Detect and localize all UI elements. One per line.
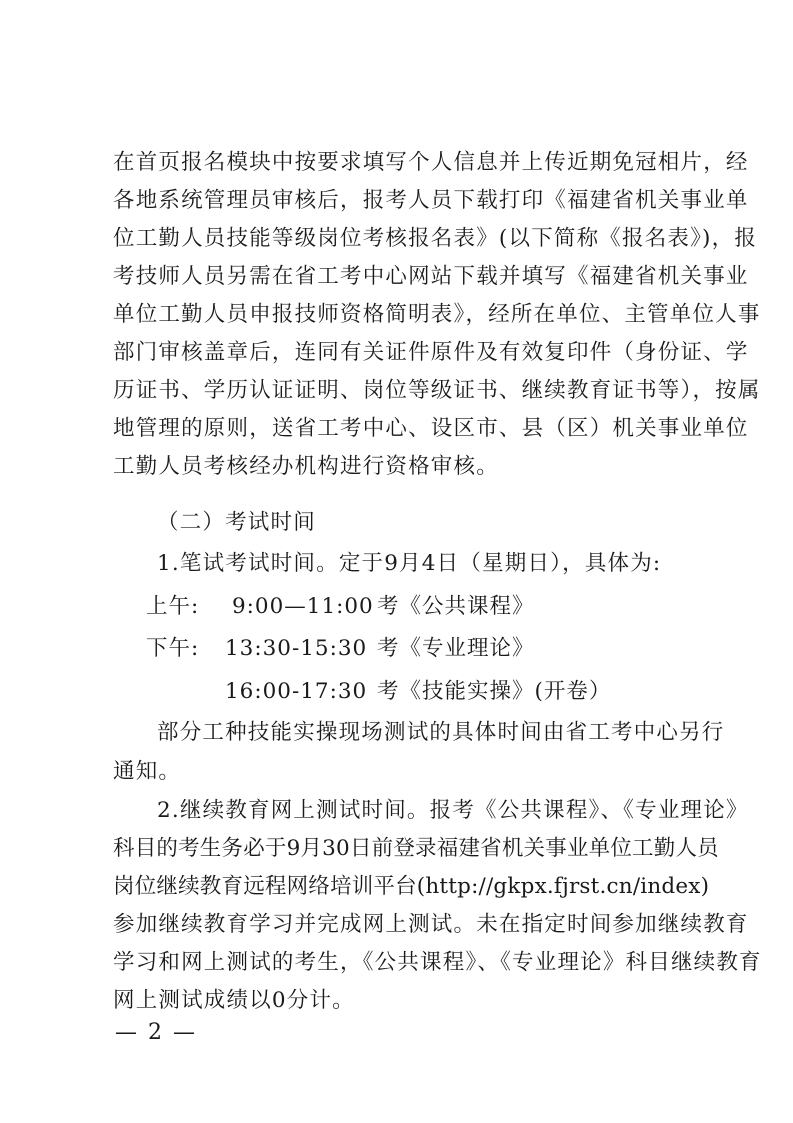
text-line: 部分工种技能实操现场测试的具体时间由省工考中心另行 — [157, 720, 725, 745]
schedule-period: 下午: — [146, 636, 200, 661]
text-line: 网上测试成绩以0分计。 — [113, 988, 355, 1013]
text-line: 考技师人员另需在省工考中心网站下载并填写《福建省机关事业 — [113, 264, 749, 289]
text-line: 参加继续教育学习并完成网上测试。未在指定时间参加继续教育 — [113, 912, 749, 937]
text-line: 历证书、学历认证证明、岗位等级证书、继续教育证书等），按属 — [113, 378, 761, 403]
section-heading: （二）考试时间 — [157, 510, 316, 535]
text-line: 单位工勤人员申报技师资格简明表》，经所在单位、主管单位人事 — [113, 302, 761, 327]
item-written-exam: 1.笔试考试时间。定于9月4日（星期日），具体为: — [157, 551, 662, 576]
schedule-period: 上午: — [146, 594, 200, 619]
schedule-time: 16:00-17:30 — [225, 679, 368, 704]
text-line: 科目的考生务必于9月30日前登录福建省机关事业单位工勤人员 — [113, 836, 719, 861]
schedule-time: 9:00—11:00 — [232, 594, 374, 619]
text-line: 地管理的原则，送省工考中心、设区市、县（区）机关事业单位 — [113, 416, 749, 441]
schedule-subject: 考《专业理论》 — [377, 636, 535, 661]
text-line: 工勤人员考核经办机构进行资格审核。 — [113, 454, 499, 479]
text-line: 部门审核盖章后，连同有关证件原件及有效复印件（身份证、学 — [113, 340, 749, 365]
text-line: 岗位继续教育远程网络培训平台(http://gkpx.fjrst.cn/index) — [113, 874, 710, 899]
schedule-subject: 考《技能实操》(开卷） — [377, 679, 612, 704]
text-line: 通知。 — [113, 759, 182, 784]
text-line: 在首页报名模块中按要求填写个人信息并上传近期免冠相片，经 — [113, 150, 749, 175]
page-number: — 2 — — [115, 1020, 197, 1045]
schedule-time: 13:30-15:30 — [225, 636, 368, 661]
text-line: 各地系统管理员审核后，报考人员下载打印《福建省机关事业单 — [113, 188, 749, 213]
text-line: 学习和网上测试的考生，《公共课程》、《专业理论》科目继续教育 — [113, 950, 762, 975]
text-line: 2.继续教育网上测试时间。报考《公共课程》、《专业理论》 — [157, 798, 749, 823]
schedule-subject: 考《公共课程》 — [377, 594, 535, 619]
text-line: 位工勤人员技能等级岗位考核报名表》(以下简称《报名表》)，报 — [113, 226, 758, 251]
